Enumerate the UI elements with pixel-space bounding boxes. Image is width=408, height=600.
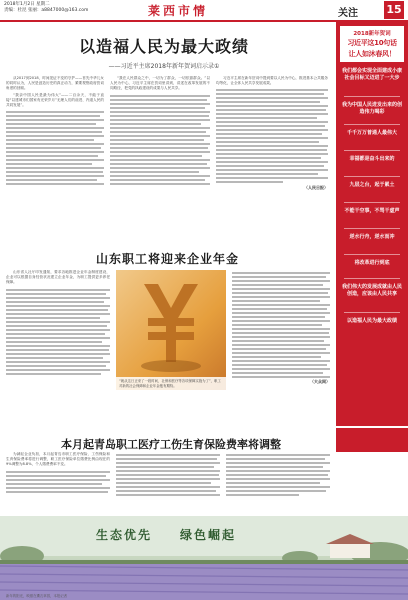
text-lines — [116, 454, 220, 496]
sidebar-quote-8: 将改革进行到底 — [354, 260, 390, 266]
sidebar-quote-9: 我们伟大的发展成就由人民创造，应该由人民共享 — [341, 284, 402, 297]
eco-banner-photo — [0, 516, 408, 600]
page-section-label: 关注 — [338, 8, 358, 19]
story2-title: 山东职工将迎来企业年金 — [96, 252, 240, 266]
lead-story-header — [4, 26, 324, 72]
sidebar-divider — [344, 96, 400, 97]
banner-title-left: 生态优先 — [96, 528, 153, 542]
story3-paragraph: 为减轻企业负担，本月起青岛市职工医疗保险、工伤保险和生育保险费率将进行调整，职工医疗保险单位缴费比例由现在的9%调整为8.8%，个人缴费费率不变。 — [6, 452, 110, 467]
issue-meta — [4, 2, 124, 13]
banner-title — [96, 526, 236, 543]
newspaper-section-title: 莱西市情 — [148, 4, 209, 18]
lead-story-paragraph: “我在人民群众之中，一切为了群众，一切依靠群众。”以人民为中心，习近平主席在贺词里讲到，讲述在改革发展的不同路径，把党的执政建设的成果与人民共享。 — [110, 76, 210, 91]
sidebar-divider — [344, 254, 400, 255]
sidebar-header-line3: 让人如沐春风！ — [348, 50, 396, 58]
lead-story-column-3 — [216, 76, 328, 240]
lead-story-paragraph: 从2017到2018，时间见证不变的守护——首先中华儿女的同时认为，人民是创造历史的真正动力，紧要观察政府贺词角度的回顾。 — [6, 76, 104, 91]
story3-column-2 — [116, 452, 220, 512]
text-lines — [232, 272, 330, 378]
sidebar-quote-6: 不能干空事，不骂干虚声 — [344, 208, 400, 214]
sidebar-quote-4: 幸福都是奋斗出来的 — [349, 156, 395, 162]
lead-story-title: 以造福人民为最大政绩 — [78, 37, 249, 56]
yuan-sign-photo — [116, 270, 226, 390]
story3-title: 本月起青岛职工医疗工伤生育保险费率将调整 — [61, 438, 281, 451]
text-lines — [216, 89, 328, 183]
page-number-badge: 15 — [384, 1, 404, 19]
issue-date: 2018年1月2日 星期二 — [4, 2, 50, 7]
lead-story-subtitle: ——习近平主席2018年新年贺词启示录① — [108, 63, 220, 70]
story2-source: （大众网） — [310, 379, 330, 385]
sidebar-quote-2: 我为中国人民迸发出来的创造伟力喝彩 — [341, 102, 402, 115]
story3-column-1 — [6, 452, 110, 512]
sidebar-header-line1: 2018新年贺词 — [353, 31, 391, 37]
text-lines — [226, 454, 330, 496]
photo-caption: “就从这日正来了一段时间，社保和医疗等各项保障实施为了”，职工对新的社会保障和企业年金抱有期待。 — [116, 377, 226, 390]
story2-column-3 — [232, 270, 330, 430]
lead-story-paragraph: “我亲中国人民是最为伟大”——二百余天，不能于直接“以建城市们国家有光荣岁月”无理人们的前进、内道人民的共同发展”。 — [6, 92, 104, 108]
sidebar-footer-block — [336, 428, 408, 452]
text-lines — [6, 289, 110, 375]
text-lines — [110, 95, 210, 185]
text-lines — [6, 471, 110, 493]
yuan-symbol-icon — [116, 270, 226, 390]
text-lines — [6, 111, 104, 185]
editor-line: 责编：杜昆 张丽：a8847000@163.com — [4, 7, 89, 13]
story2-column-1 — [6, 270, 110, 428]
sidebar-divider — [344, 312, 400, 313]
lead-story-column-2 — [110, 76, 210, 236]
masthead — [0, 0, 408, 22]
sidebar-highlights — [336, 22, 408, 426]
banner-caption: 新年的阳光，映照在薰衣草园，本报记者 — [6, 594, 68, 598]
sidebar-quote-3: 千千万万普通人最伟大 — [346, 130, 397, 136]
lead-story-column-1 — [6, 76, 104, 236]
sidebar-quote-5: 九层之台，起于累土 — [349, 182, 395, 188]
banner-title-right: 绿色崛起 — [180, 528, 237, 542]
sidebar-header — [340, 26, 404, 62]
sidebar-divider — [344, 124, 400, 125]
sidebar-quote-7: 逆水行舟，逆水而冲 — [349, 234, 395, 240]
sidebar-divider — [344, 176, 400, 177]
story2-paragraph: 山东省人社厅印发通知，要求各地推进企业年金制度建设，企业可以根据自身经营状况建立企业年金，为职工提供更多养老保障。 — [6, 270, 110, 285]
sidebar-quote-10: 以造福人民为最大政绩 — [346, 318, 397, 324]
sidebar-divider — [344, 228, 400, 229]
lead-story-paragraph: 习近平主席在新年贺词中提到要以人民为中心，推进基本公共服务均等化，让全体人民共享发展成果。 — [216, 76, 328, 86]
sidebar-header-line2: 习近平这10句话 — [347, 39, 397, 47]
sidebar-divider — [344, 278, 400, 279]
story3-column-3 — [226, 452, 330, 512]
sidebar-quote-1: 我们都会实现全面建成小康社会目标又迈进了一大步 — [341, 68, 402, 81]
sidebar-divider — [344, 202, 400, 203]
sidebar-divider — [344, 150, 400, 151]
lead-story-source: （人民日报） — [304, 184, 328, 190]
